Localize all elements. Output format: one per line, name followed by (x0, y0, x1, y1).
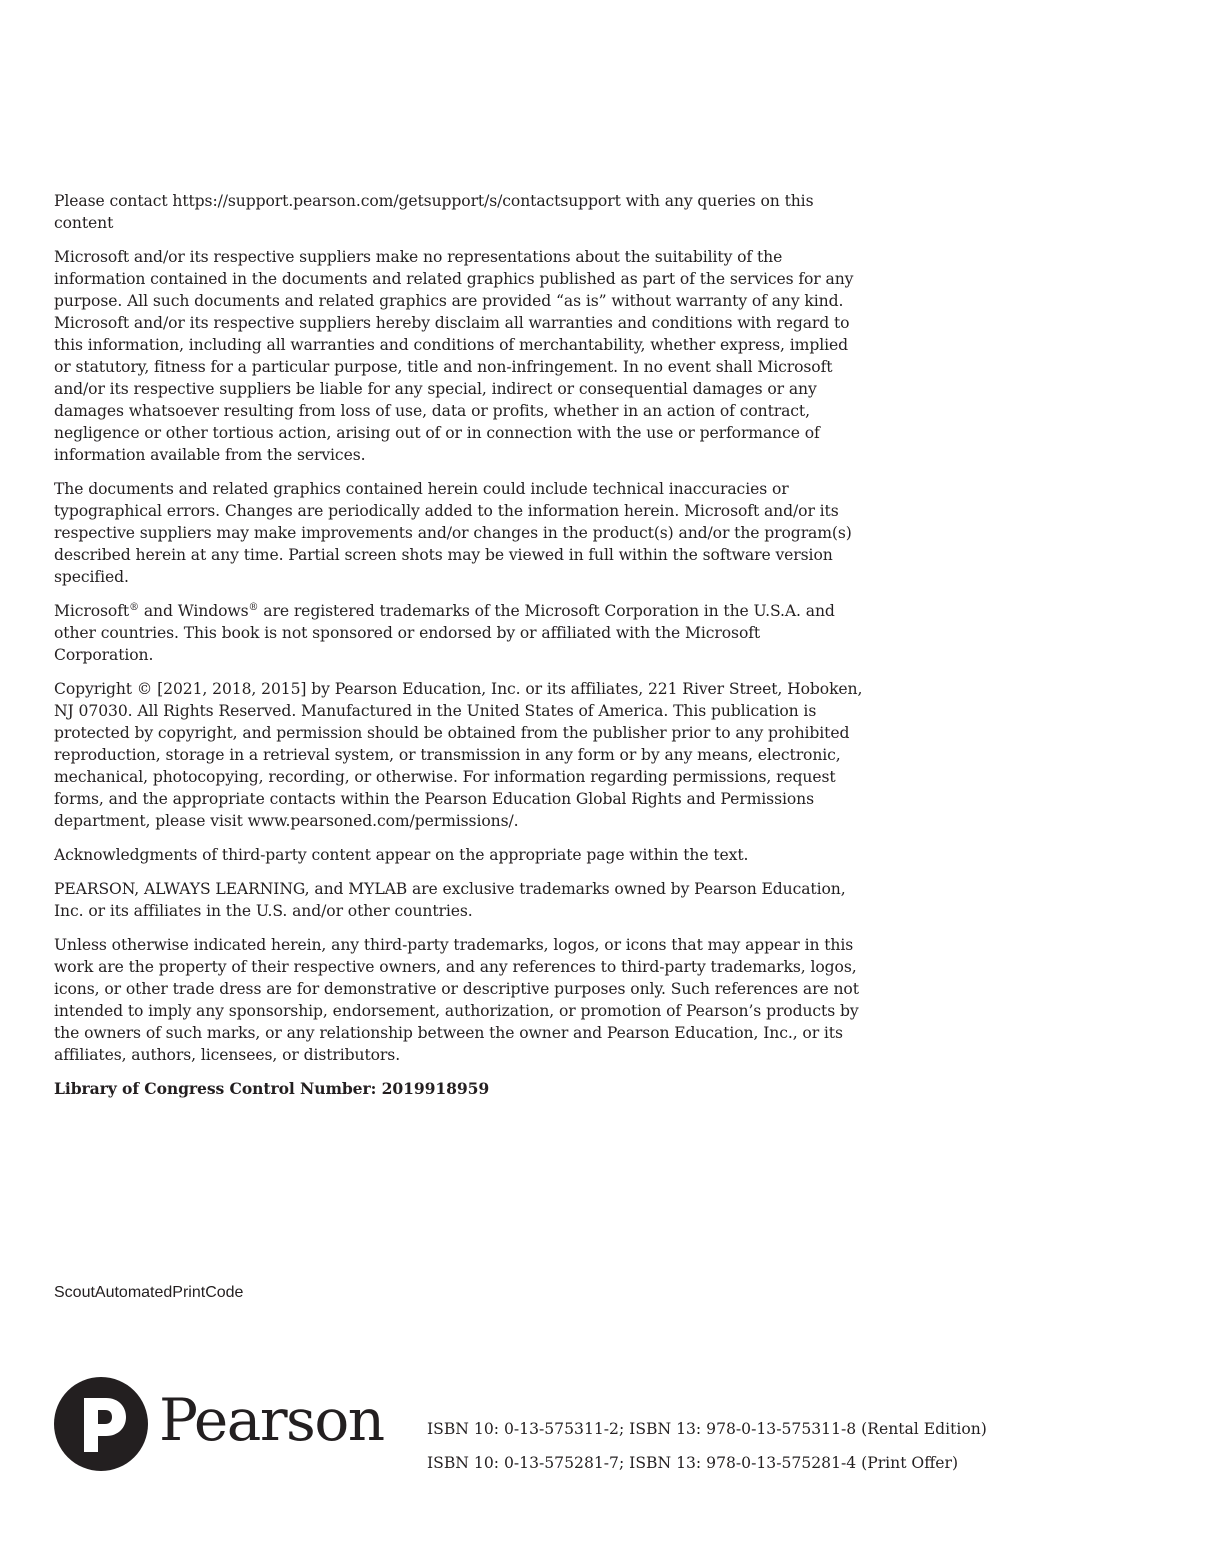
microsoft-disclaimer-paragraph: Microsoft and/or its respective suppliers make no representations about the suitability of the information contained in the documents and related graphics published as part of the services for any purpose. All such documents and related graphics are provided “as is” without warranty of any kind. Microsoft and/or its respective suppliers hereby disclaim all warranties and conditions with regard to this information, including all warranties and conditions of merchantability, whether express, implied or statutory, fitness for a particular purpose, title and non-infringement. In no event shall Microsoft and/or its respective suppliers be liable for any special, indirect or consequential damages or any damages whatsoever resulting from loss of use, data or profits, whether in an action of contract, negligence or other tortious action, arising out of or in connection with the use or performance of information available from the services. (54, 248, 854, 464)
copyright-paragraph: Copyright © [2021, 2018, 2015] by Pearson Education, Inc. or its affiliates, 221 River Street, Hoboken, NJ 07030. All Rights Reserved. Manufactured in the United States of America. This publication is protected by copyright, and permission should be obtained from the publisher prior to any prohibited reproduction, storage in a retrieval system, or transmission in any form or by any means, electronic, mechanical, photocopying, recording, or otherwise. For information regarding permissions, request forms, and the appropriate contacts within the Pearson Education Global Rights and Permissions department, please visit www.pearsoned.com/permissions/. (54, 680, 863, 830)
acknowledgments-paragraph: Acknowledgments of third-party content appear on the appropriate page within the text. (54, 846, 749, 864)
trademark-and: and (138, 602, 178, 620)
pearson-logo (53, 1376, 384, 1472)
print-code: ScoutAutomatedPrintCode (54, 1284, 244, 1301)
contact-paragraph: Please contact https://support.pearson.com/getsupport/s/contactsupport with any queries on this content (54, 192, 814, 232)
registered-mark: ® (129, 602, 139, 613)
pearson-wordmark: Pearson (159, 1386, 384, 1454)
trademark-paragraph (54, 600, 864, 666)
isbn-block (427, 1418, 987, 1486)
trademark-windows: Windows (177, 602, 249, 620)
trademark-rest: are registered trademarks of the Microsoft Corporation in the U.S.A. and other countries. This book is not sponsored or endorsed by or affiliated with the Microsoft Corporation. (54, 602, 835, 664)
pearson-p-logo-icon (53, 1376, 149, 1472)
trademark-microsoft: Microsoft (54, 602, 130, 620)
lccn-line: Library of Congress Control Number: 2019918959 (54, 1079, 490, 1098)
copyright-page-body (54, 190, 864, 1112)
isbn-rental: ISBN 10: 0-13-575311-2; ISBN 13: 978-0-13-575311-8 (Rental Edition) (427, 1420, 987, 1438)
inaccuracies-paragraph: The documents and related graphics contained herein could include technical inaccuracies or typographical errors. Changes are periodically added to the information herein. Microsoft and/or its respective suppliers may make improvements and/or changes in the product(s) and/or the program(s) described herein at any time. Partial screen shots may be viewed in full within the software version specified. (54, 480, 852, 586)
isbn-print-offer: ISBN 10: 0-13-575281-7; ISBN 13: 978-0-13-575281-4 (Print Offer) (427, 1454, 959, 1472)
pearson-trademarks-paragraph: PEARSON, ALWAYS LEARNING, and MYLAB are exclusive trademarks owned by Pearson Education, Inc. or its affiliates in the U.S. and/or other countries. (54, 880, 846, 920)
registered-mark: ® (248, 602, 259, 613)
third-party-paragraph: Unless otherwise indicated herein, any third-party trademarks, logos, or icons that may appear in this work are the property of their respective owners, and any references to third-party trademarks, logos, icons, or other trade dress are for demonstrative or descriptive purposes only. Such references are not intended to imply any sponsorship, endorsement, authorization, or promotion of Pearson’s products by the owners of such marks, or any relationship between the owner and Pearson Education, Inc., or its affiliates, authors, licensees, or distributors. (54, 936, 859, 1064)
